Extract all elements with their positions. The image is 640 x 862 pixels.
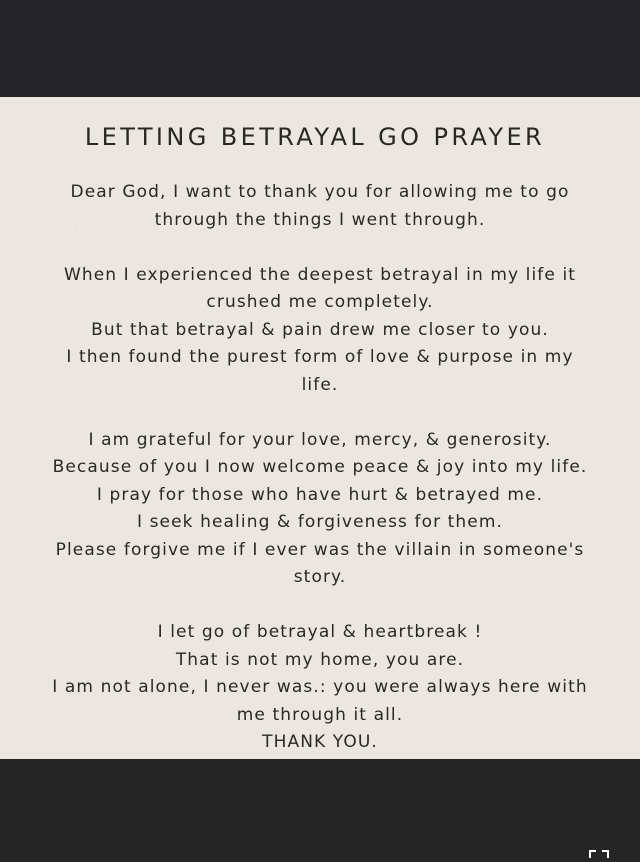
- prayer-body: [20, 179, 620, 757]
- prayer-line: Dear God, I want to thank you for allowing me to go: [70, 182, 570, 202]
- prayer-line: life.: [301, 374, 339, 395]
- prayer-line: THANK YOU.: [262, 732, 378, 752]
- prayer-line: I then found the purest form of love & purpose in my: [66, 347, 574, 367]
- prayer-title: LETTING BETRAYAL GO PRAYER: [84, 123, 546, 151]
- prayer-line: I seek healing & forgiveness for them.: [136, 512, 504, 532]
- stanza-gap: [20, 592, 620, 620]
- prayer-card: [0, 97, 640, 759]
- prayer-line: Please forgive me if I ever was the villain in someone's: [55, 539, 585, 560]
- bottom-letterbox: [0, 759, 640, 856]
- top-letterbox: [0, 0, 640, 97]
- stanza-gap: [20, 399, 620, 427]
- prayer-line: story.: [293, 567, 347, 587]
- prayer-line: through the things I went through.: [154, 209, 486, 230]
- prayer-line: me through it all.: [236, 704, 404, 725]
- stanza-gap: [20, 234, 620, 262]
- prayer-line: But that betrayal & pain drew me closer to you.: [91, 319, 549, 340]
- prayer-line: crushed me completely.: [206, 292, 434, 312]
- prayer-line: Because of you I now welcome peace & joy into my life.: [52, 457, 588, 477]
- prayer-line: When I experienced the deepest betrayal in my life it: [63, 264, 577, 285]
- prayer-line: I am grateful for your love, mercy, & generosity.: [88, 429, 552, 450]
- expand-icon[interactable]: [588, 848, 610, 862]
- prayer-line: I am not alone, I never was.: you were always here with: [52, 677, 588, 697]
- prayer-line: That is not my home, you are.: [175, 649, 465, 670]
- prayer-line: I let go of betrayal & heartbreak !: [157, 622, 483, 642]
- prayer-line: I pray for those who have hurt & betrayed me.: [96, 484, 544, 505]
